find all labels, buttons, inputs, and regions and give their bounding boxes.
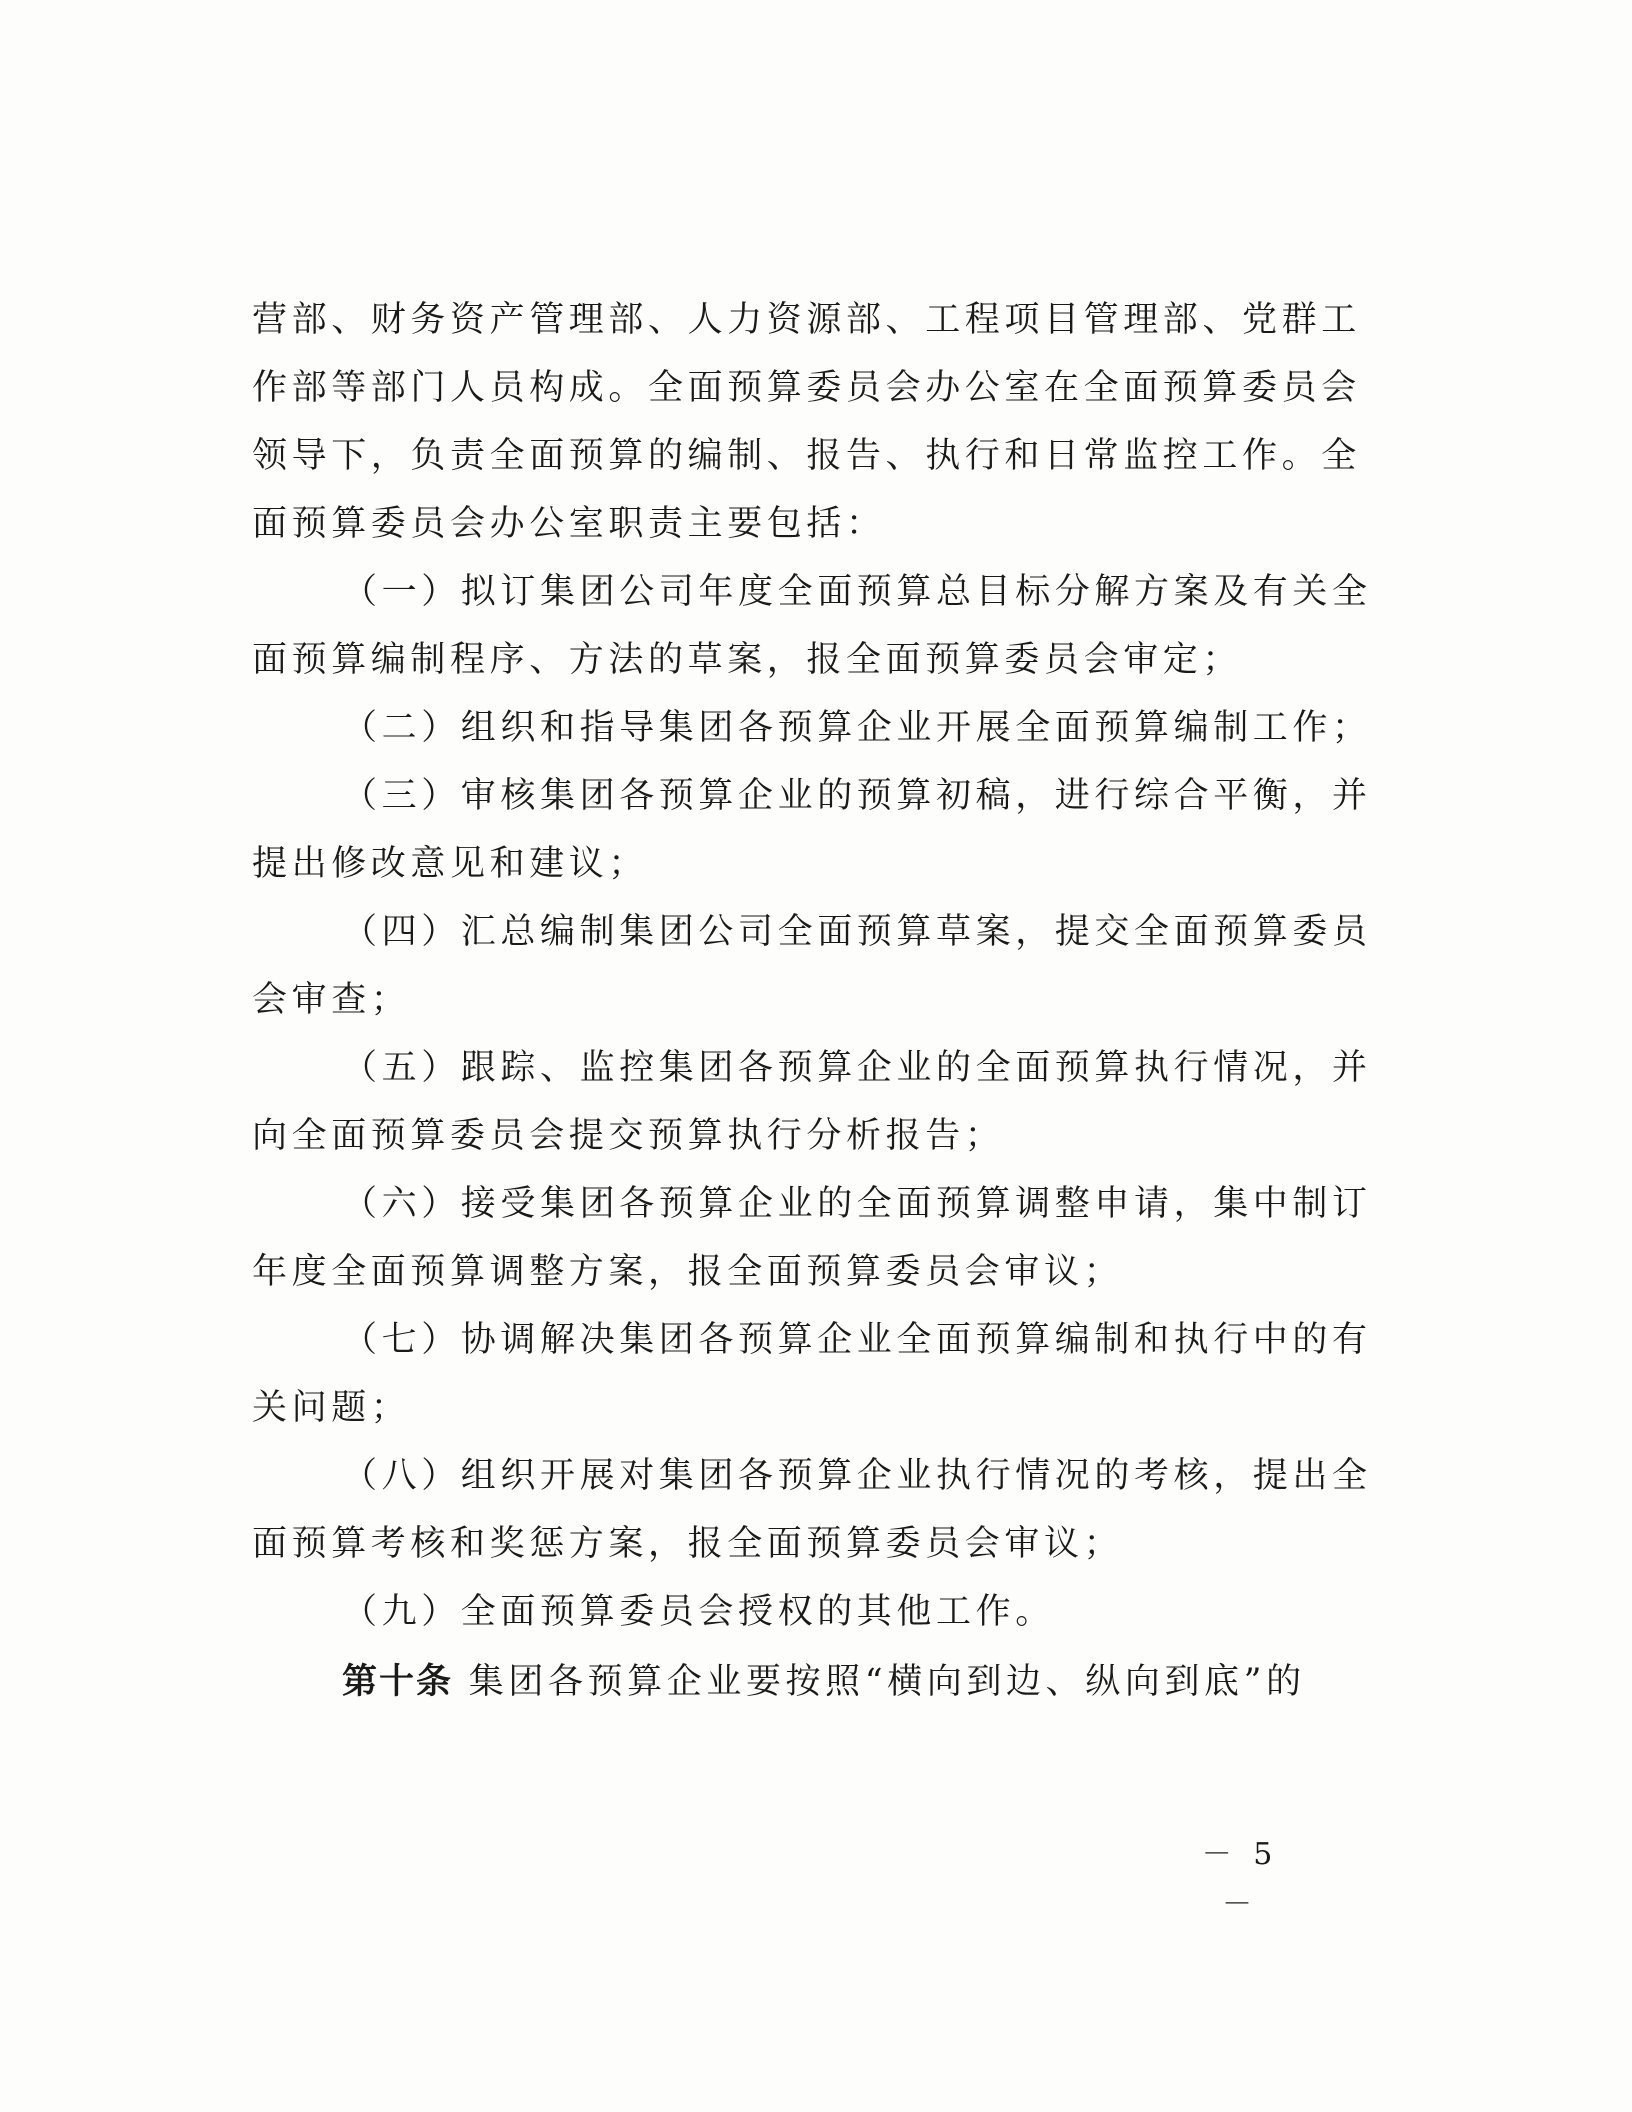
article-text: 集团各预算企业要按照“横向到边、纵向到底”的	[468, 1662, 1306, 1702]
text-line: 营部、财务资产管理部、人力资源部、工程项目管理部、党群工	[252, 300, 1361, 340]
text-line: 面预算委员会办公室职责主要包括：	[252, 504, 886, 544]
list-item-1-line: 面预算编制程序、方法的草案，报全面预算委员会审定；	[252, 640, 1243, 680]
list-item-3-line: 提出修改意见和建议；	[252, 844, 649, 884]
article-number: 第十条	[342, 1662, 454, 1702]
list-item-8-line: 面预算考核和奖惩方案，报全面预算委员会审议；	[252, 1524, 1124, 1564]
page-number: － 5 －	[1201, 1837, 1279, 1922]
list-item-9-line: （九）全面预算委员会授权的其他工作。	[342, 1592, 1055, 1632]
text-line: 领导下，负责全面预算的编制、报告、执行和日常监控工作。全	[252, 436, 1361, 476]
list-item-3-line: （三）审核集团各预算企业的预算初稿，进行综合平衡，并	[342, 776, 1372, 816]
list-item-1-line: （一）拟订集团公司年度全面预算总目标分解方案及有关全	[342, 572, 1372, 612]
list-item-8-line: （八）组织开展对集团各预算企业执行情况的考核，提出全	[342, 1456, 1372, 1496]
list-item-5-line: 向全面预算委员会提交预算执行分析报告；	[252, 1116, 1005, 1156]
list-item-4-line: 会审查；	[252, 980, 411, 1020]
list-item-5-line: （五）跟踪、监控集团各预算企业的全面预算执行情况，并	[342, 1048, 1372, 1088]
list-item-2-line: （二）组织和指导集团各预算企业开展全面预算编制工作；	[342, 708, 1372, 748]
list-item-6-line: 年度全面预算调整方案，报全面预算委员会审议；	[252, 1252, 1124, 1292]
list-item-4-line: （四）汇总编制集团公司全面预算草案，提交全面预算委员	[342, 912, 1372, 952]
list-item-7-line: 关问题；	[252, 1388, 411, 1428]
list-item-7-line: （七）协调解决集团各预算企业全面预算编制和执行中的有	[342, 1320, 1372, 1360]
text-line: 作部等部门人员构成。全面预算委员会办公室在全面预算委员会	[252, 368, 1361, 408]
list-item-6-line: （六）接受集团各预算企业的全面预算调整申请，集中制订	[342, 1184, 1372, 1224]
article-10-line	[342, 1652, 1306, 1712]
